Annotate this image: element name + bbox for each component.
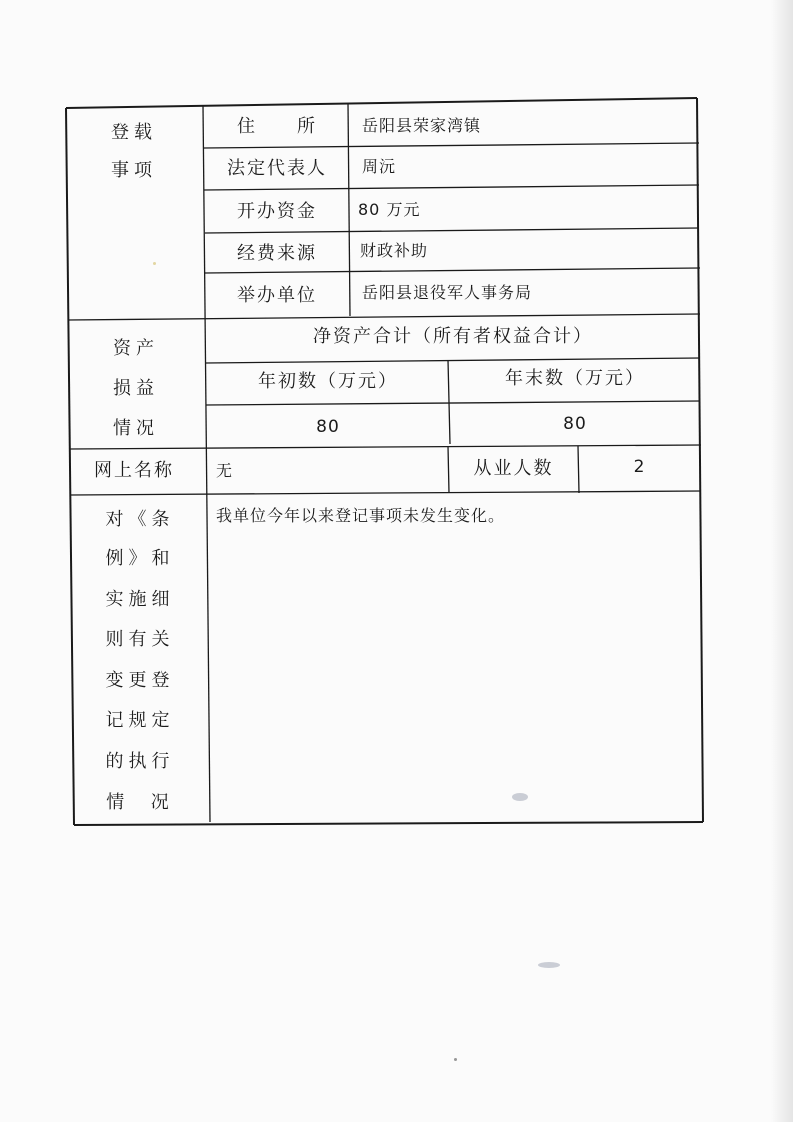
online-name-label: 网上名称 <box>94 460 174 481</box>
registered-capital-value: 80 万元 <box>358 200 421 219</box>
scan-smudge-mark <box>538 962 560 968</box>
assets-label-line-2: 损益 <box>113 378 159 399</box>
regulation-label-line-3: 实施细 <box>105 589 175 610</box>
funding-source-value: 财政补助 <box>360 241 429 260</box>
legal-representative-value: 周沅 <box>362 157 397 176</box>
regulation-label-line-7: 的执行 <box>105 751 175 772</box>
scan-dust-mark <box>153 262 156 265</box>
scan-smudge-mark <box>512 793 528 801</box>
regulation-label-line-2: 例》和 <box>105 548 175 569</box>
regulation-label-line-4: 则有关 <box>105 629 175 650</box>
online-name-value: 无 <box>216 461 234 480</box>
registration-label-line-2: 事项 <box>111 160 157 181</box>
regulation-label-line-8: 情 况 <box>106 792 174 813</box>
sponsor-unit-label: 举办单位 <box>237 285 317 306</box>
regulation-label-line-1: 对《条 <box>105 509 175 530</box>
address-value: 岳阳县荣家湾镇 <box>362 116 482 135</box>
end-of-year-label: 年末数（万元） <box>505 368 645 389</box>
staff-count-value: 2 <box>633 457 646 477</box>
funding-source-label: 经费来源 <box>237 243 317 264</box>
net-assets-heading: 净资产合计（所有者权益合计） <box>313 326 593 347</box>
regulation-text: 我单位今年以来登记事项未发生变化。 <box>216 506 506 525</box>
scan-dust-mark <box>454 1058 457 1061</box>
registration-label-line-1: 登载 <box>111 122 157 143</box>
end-of-year-value: 80 <box>563 414 587 434</box>
assets-label-line-1: 资产 <box>113 338 159 359</box>
assets-label-line-3: 情况 <box>113 418 159 439</box>
address-label: 住 所 <box>237 116 317 137</box>
legal-representative-label: 法定代表人 <box>227 158 327 179</box>
begin-of-year-value: 80 <box>316 417 340 437</box>
registered-capital-label: 开办资金 <box>237 201 317 222</box>
staff-count-label: 从业人数 <box>473 458 554 479</box>
sponsor-unit-value: 岳阳县退役军人事务局 <box>362 283 533 302</box>
begin-of-year-label: 年初数（万元） <box>258 371 398 392</box>
regulation-label-line-5: 变更登 <box>105 670 175 691</box>
regulation-label-line-6: 记规定 <box>105 710 175 731</box>
